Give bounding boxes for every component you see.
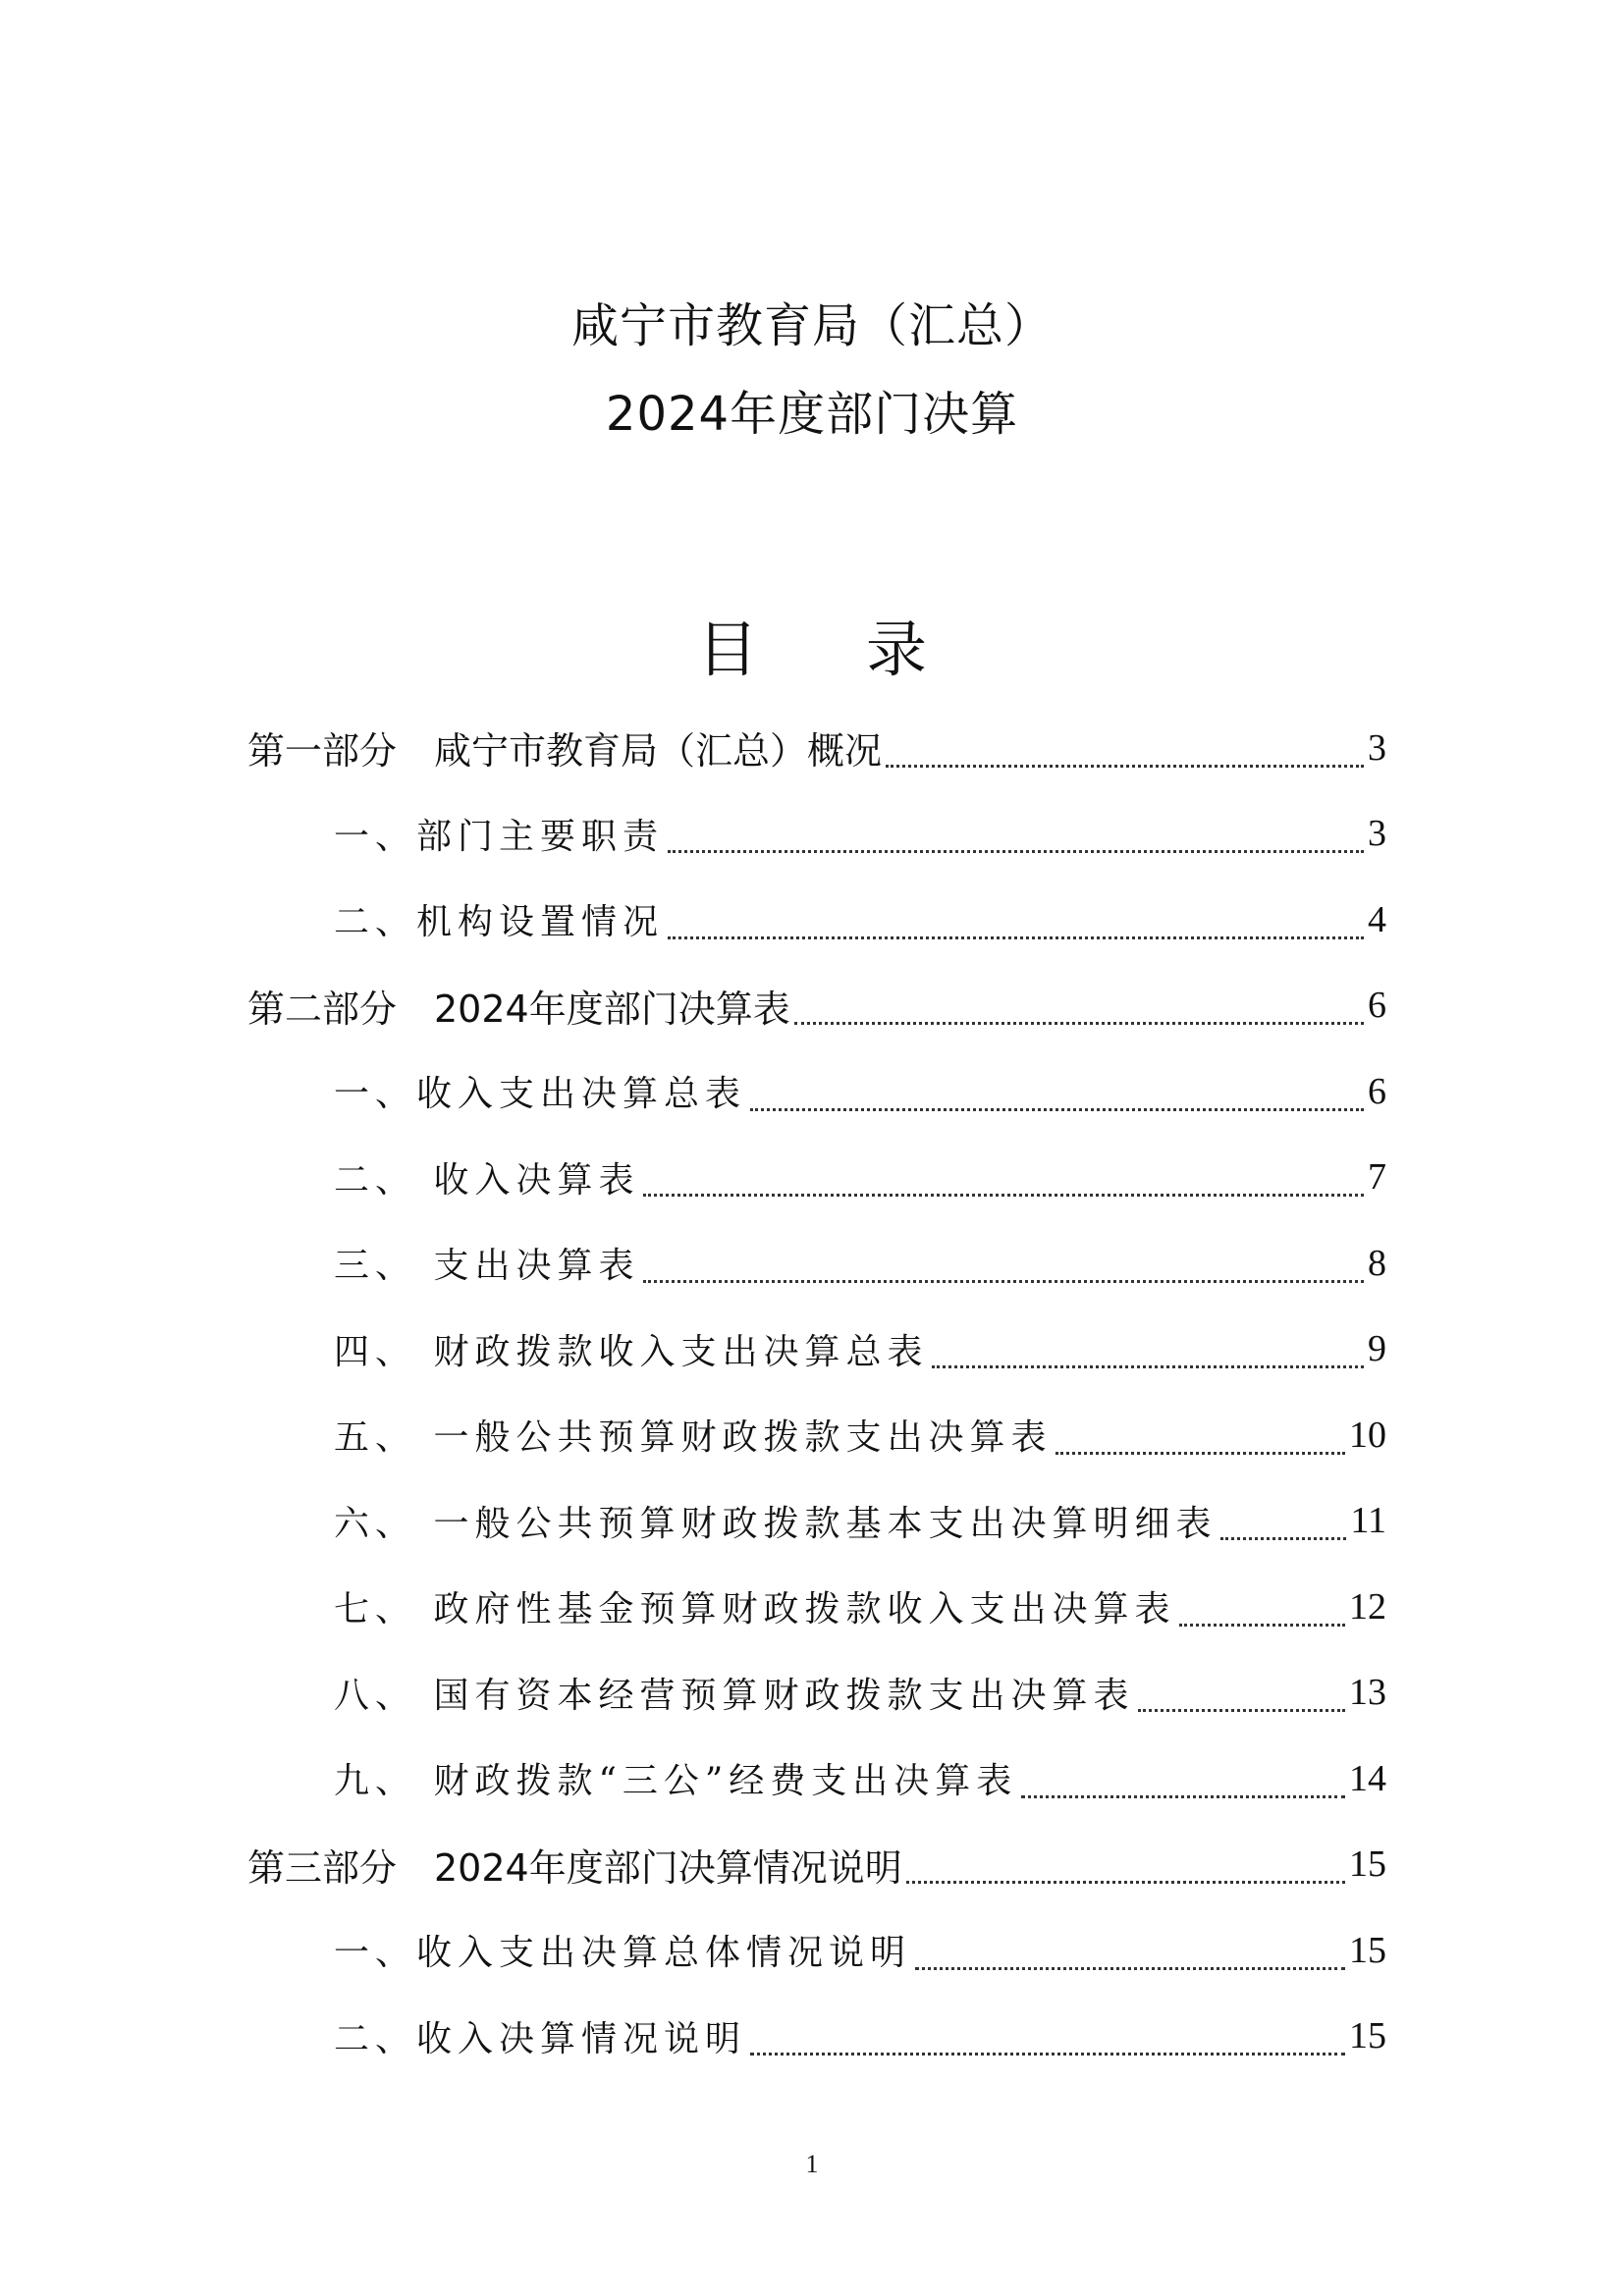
toc-entry[interactable] bbox=[247, 791, 1386, 878]
toc-entry-text: 二、机构设置情况 bbox=[334, 902, 665, 943]
toc-entry-text: 二、 收入决算表 bbox=[334, 1159, 640, 1201]
toc-entry[interactable] bbox=[247, 1735, 1386, 1822]
toc-entry[interactable] bbox=[247, 1135, 1386, 1221]
toc-entry-text: 一、收入支出决算总体情况说明 bbox=[334, 1933, 912, 1974]
toc-entry-text: 第三部分 2024年度部门决算情况说明 bbox=[247, 1845, 902, 1890]
toc-entry[interactable] bbox=[247, 1220, 1386, 1307]
toc-entry-page: 15 bbox=[1349, 2015, 1386, 2057]
toc-entry-page: 3 bbox=[1368, 813, 1386, 855]
toc-entry-text: 七、 政府性基金预算财政拨款收入支出决算表 bbox=[334, 1589, 1176, 1630]
toc-dot-leader bbox=[1056, 1450, 1345, 1455]
toc-heading: 目录 bbox=[696, 614, 1035, 685]
table-of-contents bbox=[247, 705, 1386, 2079]
toc-entry-text: 六、 一般公共预算财政拨款基本支出决算明细表 bbox=[334, 1503, 1218, 1544]
toc-dot-leader bbox=[1021, 1793, 1345, 1798]
toc-entry[interactable] bbox=[247, 1478, 1386, 1565]
toc-dot-leader bbox=[886, 763, 1364, 768]
toc-entry[interactable] bbox=[247, 1307, 1386, 1393]
toc-entry-page: 8 bbox=[1368, 1242, 1386, 1284]
toc-entry-page: 10 bbox=[1349, 1414, 1386, 1456]
document-title-line1: 咸宁市教育局（汇总） bbox=[570, 298, 1053, 353]
toc-dot-leader bbox=[1179, 1622, 1345, 1627]
toc-dot-leader bbox=[794, 1020, 1364, 1025]
toc-entry-page: 15 bbox=[1349, 1843, 1386, 1886]
toc-dot-leader bbox=[643, 1278, 1364, 1283]
toc-dot-leader bbox=[643, 1192, 1364, 1197]
toc-entry-page: 13 bbox=[1349, 1672, 1386, 1714]
page-number: 1 bbox=[805, 2150, 819, 2178]
toc-entry-page: 14 bbox=[1349, 1757, 1386, 1799]
toc-entry-text: 八、 国有资本经营预算财政拨款支出决算表 bbox=[334, 1675, 1135, 1716]
toc-dot-leader bbox=[915, 1965, 1345, 1970]
toc-entry-text: 五、 一般公共预算财政拨款支出决算表 bbox=[334, 1417, 1053, 1459]
toc-entry-text: 第二部分 2024年度部门决算表 bbox=[247, 987, 790, 1031]
toc-dot-leader bbox=[750, 2051, 1345, 2056]
toc-entry[interactable] bbox=[247, 705, 1386, 791]
toc-entry[interactable] bbox=[247, 877, 1386, 963]
toc-entry-text: 九、 财政拨款“三公”经费支出决算表 bbox=[334, 1761, 1018, 1802]
toc-entry-page: 6 bbox=[1368, 1070, 1386, 1112]
toc-entry[interactable] bbox=[247, 1392, 1386, 1478]
toc-entry-text: 四、 财政拨款收入支出决算总表 bbox=[334, 1331, 929, 1372]
document-title-line2: 2024年度部门决算 bbox=[605, 387, 1019, 442]
toc-entry-page: 15 bbox=[1349, 1929, 1386, 1971]
toc-entry[interactable] bbox=[247, 1822, 1386, 1908]
toc-entry[interactable] bbox=[247, 1048, 1386, 1135]
toc-entry-page: 7 bbox=[1368, 1156, 1386, 1199]
toc-entry-page: 9 bbox=[1368, 1328, 1386, 1370]
toc-dot-leader bbox=[1138, 1707, 1345, 1712]
toc-dot-leader bbox=[906, 1879, 1345, 1884]
toc-entry-page: 3 bbox=[1368, 726, 1386, 769]
toc-dot-leader bbox=[750, 1106, 1364, 1111]
toc-entry-text: 一、部门主要职责 bbox=[334, 816, 665, 857]
toc-entry-page: 4 bbox=[1368, 898, 1386, 940]
toc-entry-page: 6 bbox=[1368, 985, 1386, 1027]
toc-entry-text: 一、收入支出决算总表 bbox=[334, 1074, 747, 1115]
toc-entry-text: 三、 支出决算表 bbox=[334, 1246, 640, 1287]
toc-entry-page: 11 bbox=[1350, 1500, 1386, 1542]
toc-dot-leader bbox=[668, 934, 1364, 939]
toc-entry[interactable] bbox=[247, 1907, 1386, 1994]
toc-dot-leader bbox=[932, 1363, 1364, 1368]
toc-entry-page: 12 bbox=[1349, 1585, 1386, 1628]
toc-entry[interactable] bbox=[247, 1564, 1386, 1650]
toc-dot-leader bbox=[668, 848, 1364, 853]
toc-entry[interactable] bbox=[247, 1994, 1386, 2080]
toc-entry-text: 二、收入决算情况说明 bbox=[334, 2018, 747, 2059]
toc-entry[interactable] bbox=[247, 963, 1386, 1049]
toc-entry[interactable] bbox=[247, 1650, 1386, 1736]
toc-dot-leader bbox=[1220, 1535, 1346, 1540]
toc-entry-text: 第一部分 咸宁市教育局（汇总）概况 bbox=[247, 729, 883, 774]
